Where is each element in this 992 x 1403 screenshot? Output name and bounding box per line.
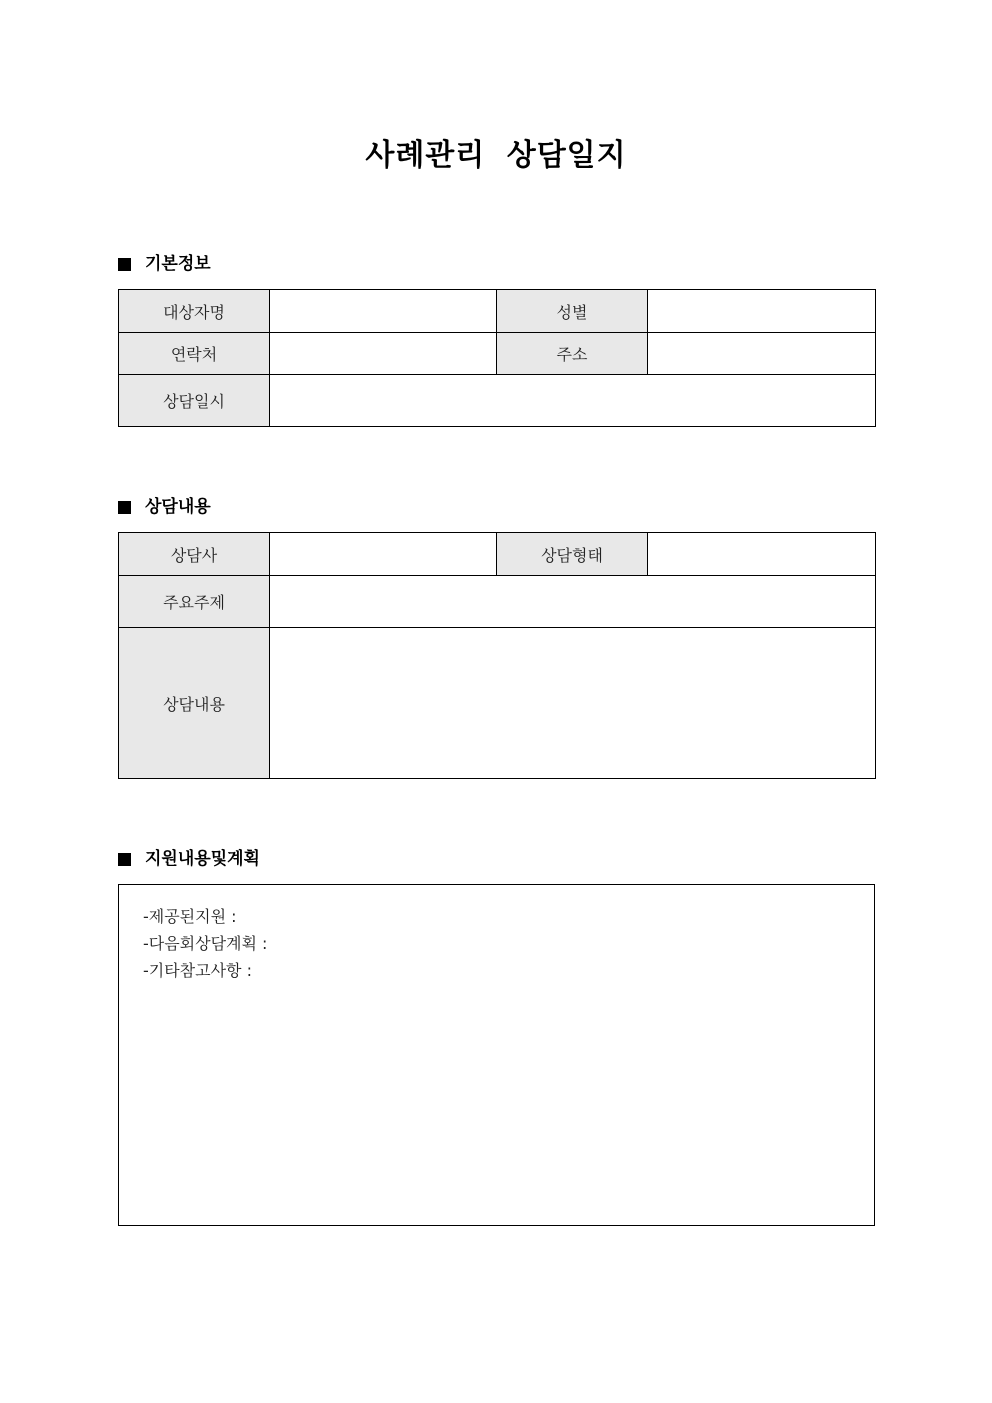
other-notes-line: -기타참고사항 : (143, 961, 252, 980)
contact-label: 연락처 (119, 333, 270, 375)
client-name-label: 대상자명 (119, 290, 270, 333)
table-row (119, 290, 876, 333)
address-field[interactable] (648, 333, 876, 375)
client-name-field[interactable] (270, 290, 497, 333)
section-heading-label: 지원내용및계획 (145, 849, 260, 869)
datetime-label: 상담일시 (119, 375, 270, 427)
contact-field[interactable] (270, 333, 497, 375)
consultation-type-field[interactable] (648, 533, 876, 576)
content-label: 상담내용 (119, 628, 270, 779)
content-field[interactable] (270, 628, 876, 779)
section-heading-support-plan (118, 847, 260, 871)
basic-info-table (118, 289, 876, 427)
gender-field[interactable] (648, 290, 876, 333)
support-plan-lines (143, 903, 267, 984)
consultation-type-label: 상담형태 (497, 533, 648, 576)
next-session-plan-line: -다음회상담계획 : (143, 934, 268, 953)
table-row (119, 533, 876, 576)
section-heading-label: 상담내용 (145, 497, 211, 517)
provided-support-line: -제공된지원 : (143, 907, 237, 926)
table-row (119, 576, 876, 628)
counselor-field[interactable] (270, 533, 497, 576)
section-heading-basic-info (118, 252, 211, 276)
square-bullet-icon (118, 258, 131, 271)
datetime-field[interactable] (270, 375, 876, 427)
table-row (119, 375, 876, 427)
address-label: 주소 (497, 333, 648, 375)
table-row (119, 333, 876, 375)
topic-label: 주요주제 (119, 576, 270, 628)
square-bullet-icon (118, 853, 131, 866)
table-row (119, 628, 876, 779)
support-plan-box[interactable] (118, 884, 875, 1226)
consultation-table (118, 532, 876, 779)
counselor-label: 상담사 (119, 533, 270, 576)
section-heading-consultation (118, 495, 211, 519)
page-title: 사례관리 상담일지 (365, 138, 627, 173)
section-heading-label: 기본정보 (145, 254, 211, 274)
square-bullet-icon (118, 501, 131, 514)
gender-label: 성별 (497, 290, 648, 333)
topic-field[interactable] (270, 576, 876, 628)
